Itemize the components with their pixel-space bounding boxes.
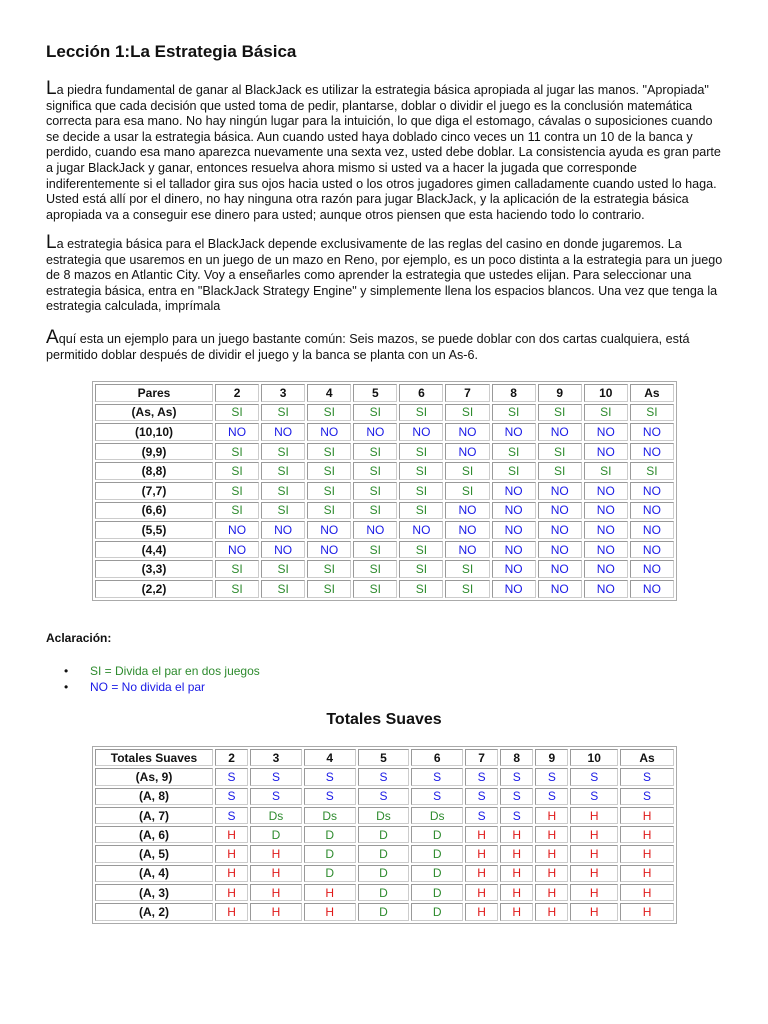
table-cell: NO <box>630 560 674 578</box>
table-cell: SI <box>261 443 305 461</box>
paragraph-text: quí esta un ejemplo para un juego bastante común: Seis mazos, se puede doblar con dos cartas cualquiera, está <box>58 332 690 346</box>
table-cell: NO <box>584 580 628 598</box>
column-header: 6 <box>399 384 443 402</box>
table-row <box>95 423 674 441</box>
table-cell: D <box>304 845 356 862</box>
table-cell: NO <box>492 521 536 539</box>
table-cell: SI <box>399 502 443 520</box>
table-cell: S <box>570 788 618 805</box>
table-cell: S <box>535 788 568 805</box>
table-row <box>95 462 674 480</box>
paragraph-line: estrategia calculada, imprímala <box>46 299 221 314</box>
table-cell: NO <box>399 521 443 539</box>
table-row <box>95 541 674 559</box>
table-cell: S <box>411 768 463 785</box>
table-cell: S <box>411 788 463 805</box>
table-row <box>95 404 674 422</box>
table-cell: NO <box>630 482 674 500</box>
table-cell: NO <box>353 423 397 441</box>
table-cell: D <box>411 884 463 901</box>
table-cell: H <box>215 903 248 920</box>
table-cell: H <box>535 903 568 920</box>
table-cell: SI <box>399 443 443 461</box>
table-cell: SI <box>353 443 397 461</box>
paragraph-line: correcta para esa mano. No hay ningún lugar para la intuición, lo que diga el estomago, cávalas o suposiciones cuando <box>46 114 713 129</box>
table-cell: SI <box>215 580 259 598</box>
table-cell: NO <box>584 443 628 461</box>
table-cell: D <box>411 865 463 882</box>
table-cell: H <box>570 903 618 920</box>
table-cell: H <box>535 865 568 882</box>
column-header: 10 <box>584 384 628 402</box>
table-cell: SI <box>261 482 305 500</box>
table-cell: NO <box>445 541 489 559</box>
table-cell: SI <box>261 404 305 422</box>
column-header: 4 <box>307 384 351 402</box>
table-cell: SI <box>584 404 628 422</box>
table-cell: NO <box>630 443 674 461</box>
table-cell: NO <box>584 502 628 520</box>
table-cell: SI <box>307 560 351 578</box>
table-cell: SI <box>353 462 397 480</box>
row-label: (A, 5) <box>95 845 213 862</box>
row-label: (5,5) <box>95 521 213 539</box>
row-label: (A, 2) <box>95 903 213 920</box>
table-header-row <box>95 384 674 402</box>
row-label: (10,10) <box>95 423 213 441</box>
table-cell: SI <box>353 541 397 559</box>
paragraph-example <box>46 327 736 363</box>
paragraph-line: significa que cada decisión que usted toma de pedir, plantarse, doblar o dividir el juego es la conclusión matemática <box>46 98 693 113</box>
table-cell: NO <box>584 521 628 539</box>
table-cell: NO <box>307 541 351 559</box>
table-cell: Ds <box>250 807 302 824</box>
paragraph-line <box>46 232 736 253</box>
table-cell: S <box>535 768 568 785</box>
paragraph-rules <box>46 232 736 315</box>
table-cell: S <box>215 768 248 785</box>
row-label: (As, As) <box>95 404 213 422</box>
soft-totals-table <box>92 746 677 924</box>
table-cell: D <box>250 826 302 843</box>
table-cell: S <box>500 788 533 805</box>
table-cell: NO <box>538 502 582 520</box>
table-cell: D <box>411 826 463 843</box>
table-row <box>95 788 674 805</box>
table-row <box>95 768 674 785</box>
table-cell: H <box>304 903 356 920</box>
table-cell: NO <box>492 502 536 520</box>
table-cell: SI <box>353 404 397 422</box>
column-header: As <box>630 384 674 402</box>
column-header: 2 <box>215 384 259 402</box>
column-header: 3 <box>261 384 305 402</box>
table-cell: NO <box>538 580 582 598</box>
table-cell: S <box>215 788 248 805</box>
paragraph-text: a estrategia básica para el BlackJack depende exclusivamente de las reglas del casino en donde jugaremos. La <box>56 237 682 251</box>
paragraph-line: indiferentemente si el tallador gira sus ojos hacia usted o los otros jugadores gimen calladamente cuando usted lo haga. <box>46 176 717 191</box>
table-cell: H <box>500 845 533 862</box>
table-row <box>95 580 674 598</box>
table-cell: SI <box>492 462 536 480</box>
column-header: 5 <box>358 749 410 766</box>
table-cell: NO <box>445 423 489 441</box>
row-label: (A, 6) <box>95 826 213 843</box>
table-cell: H <box>500 865 533 882</box>
table-cell: H <box>620 807 674 824</box>
table-cell: NO <box>445 521 489 539</box>
table-cell: H <box>215 845 248 862</box>
table-cell: H <box>535 884 568 901</box>
table-cell: NO <box>538 541 582 559</box>
table-cell: SI <box>445 462 489 480</box>
table-cell: Ds <box>358 807 410 824</box>
table-cell: SI <box>538 404 582 422</box>
table-row <box>95 903 674 920</box>
table-cell: SI <box>399 482 443 500</box>
table-cell: S <box>465 768 498 785</box>
table-cell: SI <box>399 462 443 480</box>
row-label: (As, 9) <box>95 768 213 785</box>
table-cell: NO <box>630 423 674 441</box>
table-cell: H <box>250 845 302 862</box>
column-header: Pares <box>95 384 213 402</box>
table-cell: H <box>215 865 248 882</box>
table-cell: NO <box>538 423 582 441</box>
table-cell: H <box>250 903 302 920</box>
table-cell: SI <box>261 462 305 480</box>
column-header: 9 <box>535 749 568 766</box>
table-cell: SI <box>307 462 351 480</box>
table-cell: H <box>620 884 674 901</box>
column-header: 3 <box>250 749 302 766</box>
table-cell: SI <box>307 443 351 461</box>
table-cell: SI <box>215 443 259 461</box>
table-row <box>95 807 674 824</box>
column-header: 10 <box>570 749 618 766</box>
table-cell: H <box>465 903 498 920</box>
table-cell: SI <box>399 541 443 559</box>
table-row <box>95 482 674 500</box>
table-cell: SI <box>215 482 259 500</box>
table-cell: H <box>535 845 568 862</box>
table-cell: S <box>465 807 498 824</box>
row-label: (A, 7) <box>95 807 213 824</box>
table-cell: S <box>250 788 302 805</box>
paragraph-text: a piedra fundamental de ganar al BlackJack es utilizar la estrategia básica apropiada al jugar las manos. "Apropiada" <box>56 83 709 97</box>
table-cell: H <box>304 884 356 901</box>
table-cell: H <box>570 865 618 882</box>
table-cell: H <box>465 865 498 882</box>
table-cell: NO <box>584 541 628 559</box>
table-cell: SI <box>399 560 443 578</box>
table-cell: NO <box>307 521 351 539</box>
column-header: 4 <box>304 749 356 766</box>
table-cell: NO <box>261 423 305 441</box>
table-cell: SI <box>353 560 397 578</box>
row-label: (8,8) <box>95 462 213 480</box>
table-cell: NO <box>538 521 582 539</box>
table-cell: S <box>500 807 533 824</box>
table-cell: NO <box>630 521 674 539</box>
table-cell: D <box>304 826 356 843</box>
paragraph-line: apropiada va a conseguir ese dinero para usted; aunque otros piensen que esta haciendo todo lo contrario. <box>46 207 645 222</box>
table-cell: SI <box>215 462 259 480</box>
paragraph-line: se decide a usar la estrategia básica. Aun cuando usted haya doblado cinco veces un 11 contra un 10 de la banca y <box>46 129 693 144</box>
table-cell: SI <box>445 580 489 598</box>
table-row <box>95 865 674 882</box>
table-cell: D <box>304 865 356 882</box>
legend-list <box>46 663 260 695</box>
table-cell: SI <box>492 404 536 422</box>
column-header: 2 <box>215 749 248 766</box>
table-cell: SI <box>445 404 489 422</box>
table-cell: H <box>535 826 568 843</box>
column-header: 7 <box>465 749 498 766</box>
column-header: Totales Suaves <box>95 749 213 766</box>
table-cell: S <box>620 788 674 805</box>
row-label: (2,2) <box>95 580 213 598</box>
table-cell: SI <box>261 580 305 598</box>
table-cell: NO <box>538 482 582 500</box>
table-cell: SI <box>630 404 674 422</box>
legend-item-no: • NO = No divida el par <box>46 679 260 695</box>
table-cell: SI <box>584 462 628 480</box>
row-label: (6,6) <box>95 502 213 520</box>
table-cell: D <box>411 845 463 862</box>
table-cell: H <box>250 865 302 882</box>
table-cell: NO <box>492 580 536 598</box>
table-row <box>95 521 674 539</box>
paragraph-intro <box>46 78 736 223</box>
table-cell: Ds <box>411 807 463 824</box>
table-cell: S <box>358 788 410 805</box>
table-cell: S <box>215 807 248 824</box>
table-cell: H <box>570 845 618 862</box>
table-cell: SI <box>307 580 351 598</box>
table-cell: H <box>620 903 674 920</box>
paragraph-line: permitido doblar después de dividir el juego y la banca se planta con un As-6. <box>46 347 478 362</box>
row-label: (4,4) <box>95 541 213 559</box>
paragraph-line: perdido, cuando esa mano aparezca nuevamente una sexta vez, usted debe doblar. La consistencia ayuda es gran parte <box>46 145 721 160</box>
table-cell: H <box>500 884 533 901</box>
table-cell: NO <box>538 560 582 578</box>
table-cell: NO <box>492 482 536 500</box>
table-cell: S <box>304 768 356 785</box>
table-cell: SI <box>215 502 259 520</box>
table-cell: S <box>465 788 498 805</box>
table-cell: SI <box>307 404 351 422</box>
table-cell: H <box>570 884 618 901</box>
paragraph-line: estrategia básica, entra en "BlackJack Strategy Engine" y simplemente llena los espacios blancos. Una vez que tenga la <box>46 283 718 298</box>
table-cell: S <box>358 768 410 785</box>
table-cell: NO <box>630 541 674 559</box>
table-row <box>95 845 674 862</box>
table-cell: H <box>250 884 302 901</box>
table-cell: H <box>620 865 674 882</box>
column-header: As <box>620 749 674 766</box>
paragraph-line <box>46 327 736 348</box>
table-cell: D <box>358 884 410 901</box>
table-cell: H <box>465 845 498 862</box>
table-cell: SI <box>538 462 582 480</box>
table-cell: H <box>535 807 568 824</box>
table-cell: NO <box>399 423 443 441</box>
table-cell: H <box>500 826 533 843</box>
table-cell: SI <box>215 404 259 422</box>
row-label: (A, 4) <box>95 865 213 882</box>
table-cell: SI <box>492 443 536 461</box>
row-label: (9,9) <box>95 443 213 461</box>
table-cell: H <box>620 845 674 862</box>
table-row <box>95 826 674 843</box>
table-cell: SI <box>353 482 397 500</box>
table-cell: H <box>465 826 498 843</box>
table-cell: SI <box>445 482 489 500</box>
aclaracion-heading: Aclaración: <box>46 631 112 645</box>
column-header: 8 <box>492 384 536 402</box>
table-cell: SI <box>261 560 305 578</box>
table-cell: D <box>358 826 410 843</box>
table-cell: S <box>570 768 618 785</box>
table-cell: NO <box>215 541 259 559</box>
table-cell: H <box>465 884 498 901</box>
table-cell: NO <box>261 541 305 559</box>
row-label: (A, 3) <box>95 884 213 901</box>
table-row <box>95 502 674 520</box>
table-cell: NO <box>445 443 489 461</box>
row-label: (3,3) <box>95 560 213 578</box>
table-cell: NO <box>307 423 351 441</box>
table-cell: NO <box>584 423 628 441</box>
table-cell: SI <box>261 502 305 520</box>
table-cell: S <box>620 768 674 785</box>
table-cell: H <box>570 826 618 843</box>
table-cell: SI <box>538 443 582 461</box>
table-cell: S <box>250 768 302 785</box>
table-cell: NO <box>492 541 536 559</box>
row-label: (7,7) <box>95 482 213 500</box>
column-header: 5 <box>353 384 397 402</box>
table-cell: H <box>215 884 248 901</box>
table-cell: SI <box>215 560 259 578</box>
table-cell: S <box>500 768 533 785</box>
legend-item-si: • SI = Divida el par en dos juegos <box>46 663 260 679</box>
table-cell: H <box>620 826 674 843</box>
table-cell: D <box>358 865 410 882</box>
table-cell: NO <box>353 521 397 539</box>
table-cell: NO <box>630 580 674 598</box>
table-cell: NO <box>215 521 259 539</box>
drop-cap: L <box>46 232 57 253</box>
table-cell: NO <box>584 560 628 578</box>
drop-cap: A <box>46 327 59 348</box>
table-cell: NO <box>261 521 305 539</box>
table-cell: NO <box>492 560 536 578</box>
column-header: 6 <box>411 749 463 766</box>
paragraph-line: estrategia que usaremos en un juego de un mazo en Reno, por ejemplo, es un poco distinta a la estrategia para un juego <box>46 252 723 267</box>
table-cell: Ds <box>304 807 356 824</box>
paragraph-line <box>46 78 736 99</box>
soft-totals-title: Totales Suaves <box>326 711 442 728</box>
table-cell: H <box>215 826 248 843</box>
paragraph-line: de 8 mazos en Atlantic City. Voy a enseñarles como aprender la estrategia que ustedes elijan. Para seleccionar una <box>46 268 692 283</box>
table-cell: SI <box>399 404 443 422</box>
column-header: 8 <box>500 749 533 766</box>
table-cell: SI <box>630 462 674 480</box>
table-header-row <box>95 749 674 766</box>
paragraph-line: a jugar BlackJack y ganar, entonces resuelva ahora mismo si usted va a hacer la jugada que corresponde <box>46 160 637 175</box>
paragraph-line: Usted está allí por el dinero, no hay ninguna otra razón para jugar BlackJack, y la aplicación de la estrategia básica <box>46 192 689 207</box>
table-cell: D <box>358 903 410 920</box>
table-cell: H <box>500 903 533 920</box>
table-row <box>95 884 674 901</box>
table-cell: NO <box>445 502 489 520</box>
column-header: 7 <box>445 384 489 402</box>
table-cell: SI <box>307 482 351 500</box>
lesson-title: Lección 1:La Estrategia Básica <box>46 42 297 61</box>
table-cell: SI <box>445 560 489 578</box>
column-header: 9 <box>538 384 582 402</box>
table-cell: SI <box>399 580 443 598</box>
table-cell: S <box>304 788 356 805</box>
row-label: (A, 8) <box>95 788 213 805</box>
drop-cap: L <box>46 78 57 99</box>
table-cell: SI <box>353 580 397 598</box>
pairs-strategy-table <box>92 381 677 601</box>
table-cell: NO <box>215 423 259 441</box>
table-cell: SI <box>353 502 397 520</box>
table-cell: NO <box>630 502 674 520</box>
table-cell: H <box>570 807 618 824</box>
table-cell: SI <box>307 502 351 520</box>
table-cell: NO <box>492 423 536 441</box>
table-cell: NO <box>584 482 628 500</box>
table-cell: D <box>358 845 410 862</box>
table-cell: D <box>411 903 463 920</box>
table-row <box>95 443 674 461</box>
table-row <box>95 560 674 578</box>
